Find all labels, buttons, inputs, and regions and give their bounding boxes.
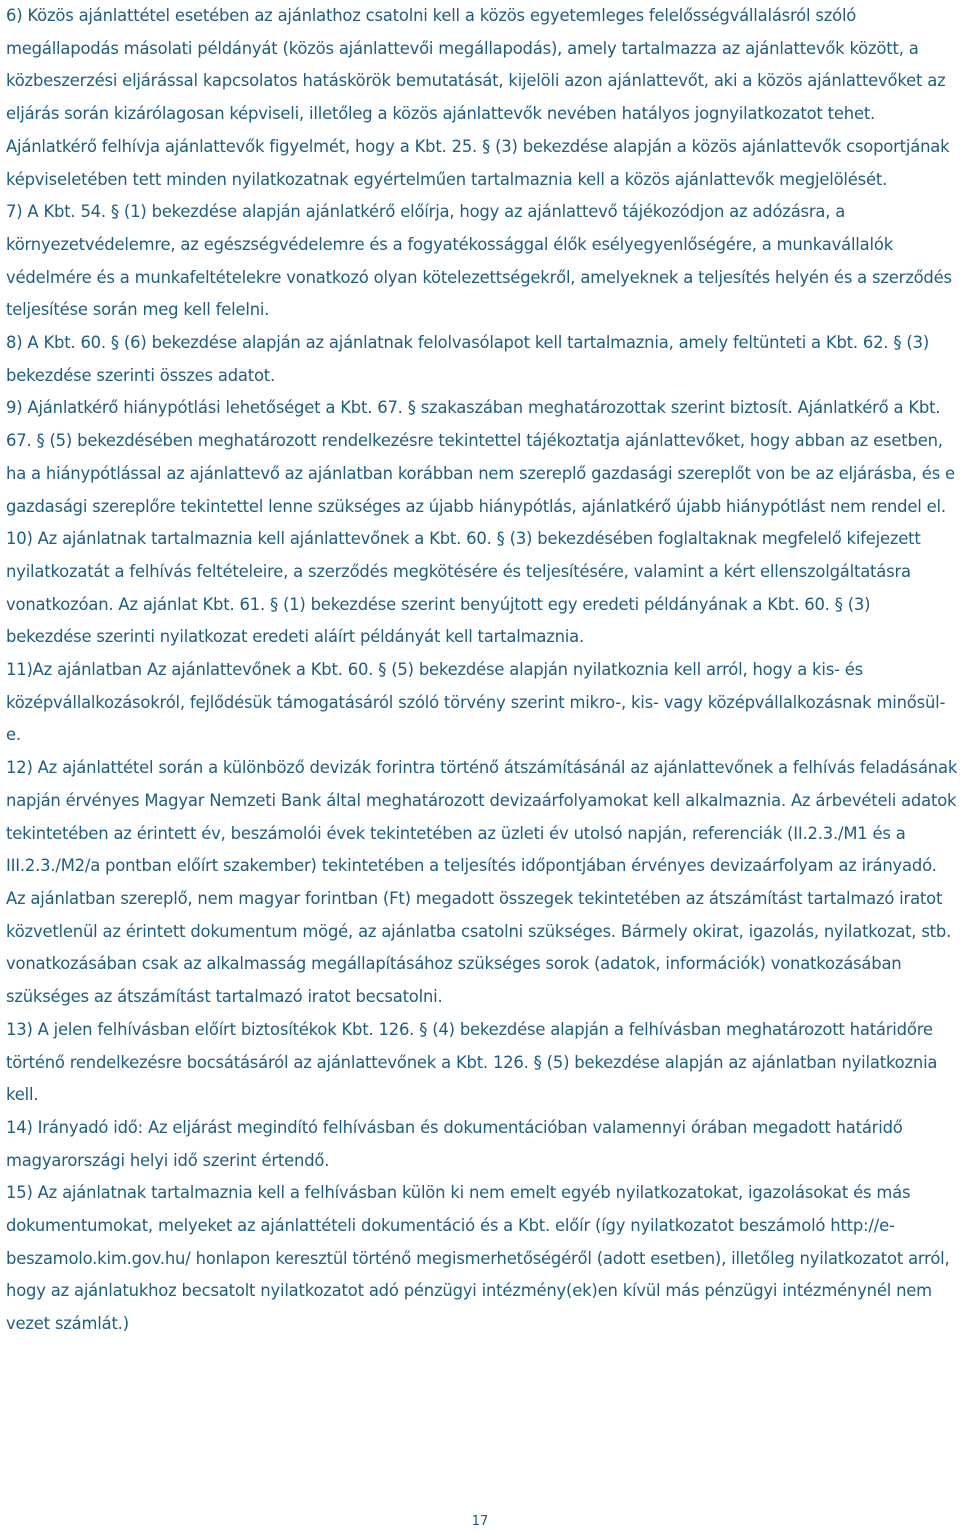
paragraph-item-15: 15) Az ajánlatnak tartalmaznia kell a felhívásban külön ki nem emelt egyéb nyilatkozatokat, igazolásokat és más dokumentumokat, melyeket az ajánlattételi dokumentáció és a Kbt. előír (így nyilatkozatot beszámoló http://e-beszamolo.kim.gov.hu/ honlapon keresztül történő megismerhetőségéről (adott esetben), illetőleg nyilatkozatot arról, hogy az ajánlatukhoz becsatolt nyilatkozatot adó pénzügyi intézmény(ek)en kívül más pénzügyi intézménynél nem vezet számlát.) (6, 1183, 950, 1334)
paragraph-item-12: 12) Az ajánlattétel során a különböző devizák forintra történő átszámításánál az ajánlattevőnek a felhívás feladásának napján érvényes Magyar Nemzeti Bank által meghatározott devizaárfolyamokat kell alkalmaznia. Az árbevételi adatok tekintetében az érintett év, beszámolói évek tekintetében az üzleti év utolsó napján, referenciák (II.2.3./M1 és a III.2.3./M2/a pontban előírt szakember) tekintetében a teljesítés időpontjában érvényes devizaárfolyam az irányadó. Az ajánlatban szereplő, nem magyar forintban (Ft) megadott összegek tekintetében az átszámítást tartalmazó iratot közvetlenül az érintett dokumentum mögé, az ajánlatba csatolni szükséges. Bármely okirat, igazolás, nyilatkozat, stb. vonatkozásában csak az alkalmasság megállapításához szükséges sorok (adatok, információk) vonatkozásában szükséges az átszámítást tartalmazó iratot becsatolni. (6, 758, 958, 1007)
document-body (6, 0, 958, 1341)
paragraph-item-8: 8) A Kbt. 60. § (6) bekezdése alapján az ajánlatnak felolvasólapot kell tartalmaznia, amely feltünteti a Kbt. 62. § (3) bekezdése szerinti összes adatot. (6, 333, 930, 385)
paragraph-item-6: 6) Közös ajánlattétel esetében az ajánlathoz csatolni kell a közös egyetemleges felelősségvállalásról szóló megállapodás másolati példányát (közös ajánlattevői megállapodás), amely tartalmazza az ajánlattevők között, a közbeszerzési eljárással kapcsolatos hatáskörök bemutatását, kijelöli azon ajánlattevőt, aki a közös ajánlattevőket az eljárás során kizárólagosan képviseli, illetőleg a közös ajánlattevők nevében hatályos jognyilatkozatot tehet. Ajánlatkérő felhívja ajánlattevők figyelmét, hogy a Kbt. 25. § (3) bekezdése alapján a közös ajánlattevők csoportjának képviseletében tett minden nyilatkozatnak egyértelműen tartalmaznia kell a közös ajánlattevők megjelölését. (6, 6, 950, 189)
paragraph-item-10: 10) Az ajánlatnak tartalmaznia kell ajánlattevőnek a Kbt. 60. § (3) bekezdésében foglaltaknak megfelelő kifejezett nyilatkozatát a felhívás feltételeire, a szerződés megkötésére és teljesítésére, valamint a kért ellenszolgáltatásra vonatkozóan. Az ajánlat Kbt. 61. § (1) bekezdése szerint benyújtott egy eredeti példányának a Kbt. 60. § (3) bekezdése szerinti nyilatkozat eredeti aláírt példányát kell tartalmaznia. (6, 529, 921, 647)
paragraph-item-9: 9) Ajánlatkérő hiánypótlási lehetőséget a Kbt. 67. § szakaszában meghatározottak szerint biztosít. Ajánlatkérő a Kbt. 67. § (5) bekezdésében meghatározott rendelkezésre tekintettel tájékoztatja ajánlattevőket, hogy abban az esetben, ha a hiánypótlással az ajánlattevő az ajánlatban korábban nem szereplő gazdasági szereplőt von be az eljárásba, és e gazdasági szereplőre tekintettel lenne szükséges az újabb hiánypótlás, ajánlatkérő újabb hiánypótlást nem rendel el. (6, 398, 955, 516)
paragraph-item-11: 11)Az ajánlatban Az ajánlattevőnek a Kbt. 60. § (5) bekezdése alapján nyilatkoznia kell arról, hogy a kis- és középvállalkozásokról, fejlődésük támogatásáról szóló törvény szerint mikro-, kis- vagy középvállalkozásnak minősül-e. (6, 660, 946, 745)
paragraph-item-13: 13) A jelen felhívásban előírt biztosítékok Kbt. 126. § (4) bekezdése alapján a felhívásban meghatározott határidőre történő rendelkezésre bocsátásáról az ajánlattevőnek a Kbt. 126. § (5) bekezdése alapján az ajánlatban nyilatkoznia kell. (6, 1019, 938, 1105)
paragraph-item-7: 7) A Kbt. 54. § (1) bekezdése alapján ajánlatkérő előírja, hogy az ajánlattevő tájékozódjon az adózásra, a környezetvédelemre, az egészségvédelemre és a fogyatékossággal élők esélyegyenlőségére, a munkavállalók védelmére és a munkafeltételekre vonatkozó olyan kötelezettségekről, amelyeknek a teljesítés helyén és a szerződés teljesítése során meg kell felelni. (6, 202, 952, 320)
paragraph-item-14: 14) Irányadó idő: Az eljárást megindító felhívásban és dokumentációban valamennyi órában megadott határidő magyarországi helyi idő szerint értendő. (6, 1117, 903, 1170)
page-number: 17 (471, 1514, 489, 1529)
